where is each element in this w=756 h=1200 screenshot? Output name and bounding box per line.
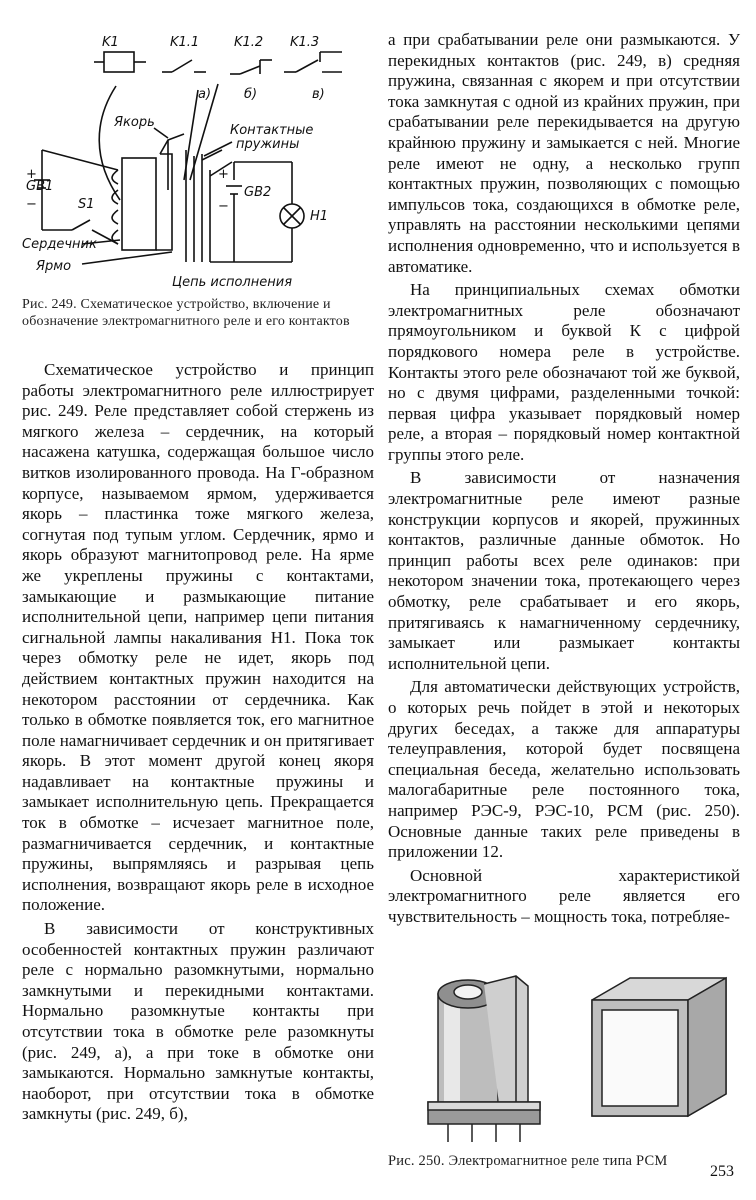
label-b: б) bbox=[244, 87, 258, 102]
left-paragraph-2: В зависимости от конструктивных особенностей контактных пружин различают реле с нормально разомкнутыми, нормально замкнутыми и перекидными контактами. Нормально разомкнутые контакты при отсутствии тока в обмотке реле разомкнуты (рис. 249, а), а при токе в обмотке они замыкаются. Нормально замкнутые контакты, наоборот, при отсутствии тока в обмотке замкнуты (рис. 249, б), bbox=[22, 919, 374, 1124]
label-h1: H1 bbox=[310, 209, 329, 224]
label-yarmo: Ярмо bbox=[36, 259, 72, 274]
page-number: 253 bbox=[710, 1163, 734, 1180]
label-plus-2: + bbox=[218, 167, 229, 182]
label-tsep: Цепь исполнения bbox=[172, 275, 293, 290]
label-gb1: GB1 bbox=[26, 179, 54, 194]
right-paragraph-2: На принципиальных схемах обмотки электромагнитных реле обозначают прямоугольником и буквой К с цифрой порядкового номера реле в устройстве. Контакты этого реле обозначают той же буквой, но с двумя цифрами, разделенными точкой: первая цифра указывает порядковый номер реле, а вторая – порядковый номер контактной группы этого реле. bbox=[388, 280, 740, 464]
label-gb2: GB2 bbox=[244, 185, 272, 200]
label-k13: K1.3 bbox=[290, 35, 320, 50]
label-minus-2: − bbox=[218, 199, 229, 214]
right-paragraph-1: а при срабатывании реле они размыкаются. У перекидных контактов (рис. 249, в) средняя пружина, связанная с якорем и при отсутствии тока замкнутая с одной из крайних пружин, при срабатывании реле перекидывается на другую крайнюю пружину и замыкается с ней. Многие реле имеют не одну, а несколько групп контактных пружин, позволяющих с помощью импульсов тока, создающихся в обмотке реле, управлять на расстоянии несколькими цепями исполнения одновременно, что и используется в автоматике. bbox=[388, 30, 740, 276]
left-column bbox=[22, 30, 374, 1128]
figure-250-relay-photo bbox=[388, 964, 740, 1149]
label-a: а) bbox=[198, 87, 212, 102]
right-column bbox=[388, 30, 740, 1170]
label-minus-1: − bbox=[26, 197, 37, 212]
figure-249-relay-diagram bbox=[22, 30, 374, 292]
label-yakor: Якорь bbox=[114, 115, 155, 130]
label-k12: K1.2 bbox=[234, 35, 264, 50]
label-s1: S1 bbox=[78, 197, 95, 212]
label-k1: K1 bbox=[102, 35, 119, 50]
relay-rsm-illustration bbox=[388, 964, 740, 1149]
label-k11: K1.1 bbox=[170, 35, 200, 50]
label-plus-1: + bbox=[26, 167, 37, 182]
left-paragraph-1: Схематическое устройство и принцип работы электромагнитного реле иллюстрирует рис. 249. Реле представляет собой стержень из мягкого железа – сердечник, на который насажена катушка, содержащая большое число витков изолированного провода. На Г-образном корпусе, называемом ярмом, удерживается якорь – пластинка тоже мягкого железа, согнутая под тупым углом. Сердечник, ярмо и якорь образуют магнитопровод реле. На ярме же укреплены пружины с контактами, замыкающие и размыкающие питание исполнительной цепи, например цепи питания сигнальной лампы накаливания H1. Пока ток через обмотку реле не идет, якорь под действием контактных пружин находится на некотором расстоянии от сердечника. Как только в обмотке появляется ток, его магнитное поле намагничивает сердечник и он притягивает якорь. В этот момент другой конец якоря надавливает на контактные пружины и замыкает исполнительную цепь. Прекращается ток в обмотке – исчезает магнитное поле, размагничивается сердечник, и контактные пружины, выпрямляясь и разрывая цепь исполнения, возвращают якорь реле в исходное положение. bbox=[22, 360, 374, 915]
label-kontaktnye: Контактные bbox=[230, 123, 314, 138]
right-paragraph-5: Основной характеристикой электромагнитного реле является его чувствительность – мощность тока, потребляе- bbox=[388, 865, 740, 926]
figure-249-caption: Рис. 249. Схематическое устройство, включение и обозначение электромагнитного реле и его контактов bbox=[22, 297, 350, 329]
figure-250-caption: Рис. 250. Электромагнитное реле типа РСМ bbox=[388, 1152, 668, 1169]
right-paragraph-3: В зависимости от назначения электромагнитные реле имеют разные конструкции корпусов и якорей, пружинных контактов, различные данные обмоток. Но принцип работы всех реле одинаков: при некотором значении тока, протекающего через обмотку, реле срабатывает и его якорь, притягиваясь к намагниченному сердечнику, замыкает или размыкает контакты исполнительной цепи. bbox=[388, 468, 740, 673]
right-paragraph-4: Для автоматически действующих устройств, о которых речь пойдет в этой и некоторых других беседах, а также для аппаратуры телеуправления, которой будет посвящена специальная беседа, желательно использовать малогабаритные реле постоянного тока, например РЭС-9, РЭС-10, РСМ (рис. 250). Основные данные таких реле приведены в приложении 12. bbox=[388, 677, 740, 862]
label-v: в) bbox=[312, 87, 325, 102]
label-pruzhiny: пружины bbox=[236, 137, 300, 152]
relay-schematic bbox=[22, 30, 374, 292]
k1-coil-symbol bbox=[104, 52, 134, 72]
label-serdechnik: Сердечник bbox=[22, 237, 97, 252]
